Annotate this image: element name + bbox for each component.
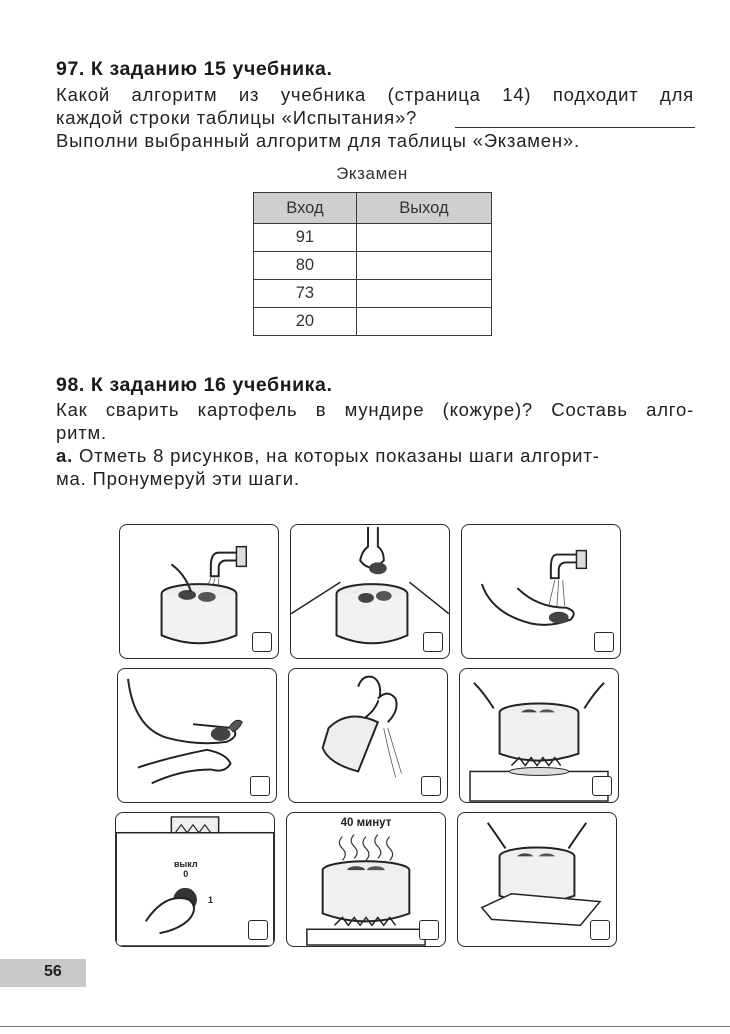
output-cell[interactable] — [356, 224, 491, 252]
task-98-heading: 98. К заданию 16 учебника. — [56, 374, 333, 396]
table-caption: Экзамен — [336, 164, 408, 183]
input-cell: 20 — [254, 308, 357, 336]
table-row — [254, 252, 492, 280]
knob-on-label: 1 — [208, 895, 214, 905]
picture-checkbox[interactable] — [592, 776, 612, 796]
picture-checkbox[interactable] — [252, 632, 272, 652]
subtask-a-label: а. — [56, 445, 74, 466]
page-number: 56 — [44, 963, 62, 980]
picture-potato-into-pot — [290, 524, 450, 659]
task-98-subtask-a-line-2: ма. Пронумеруй эти шаги. — [56, 468, 300, 489]
picture-pour-water-from-pot — [288, 668, 448, 803]
answer-blank-line[interactable] — [455, 127, 695, 128]
task-98-question-line-2: ритм. — [56, 422, 107, 443]
task-97-question-line-2: каждой строки таблицы «Испытания»? — [56, 107, 418, 128]
task-98-subtask-a-line — [56, 445, 694, 467]
column-header-output: Выход — [356, 193, 491, 224]
input-cell: 80 — [254, 252, 357, 280]
input-cell: 73 — [254, 280, 357, 308]
picture-checkbox[interactable] — [248, 920, 268, 940]
picture-remove-pot-from-stove — [457, 812, 617, 947]
table-row — [254, 224, 492, 252]
picture-pot-on-stove — [459, 668, 619, 803]
picture-holding-potato-sprout — [117, 668, 277, 803]
task-97-heading: 97. К заданию 15 учебника. — [56, 58, 333, 80]
output-cell[interactable] — [356, 308, 491, 336]
task-97-instruction: Выполни выбранный алгоритм для таблицы «Экзамен». — [56, 130, 580, 151]
column-header-input: Вход — [254, 193, 357, 224]
picture-turn-off-stove — [115, 812, 275, 947]
table-row — [254, 308, 492, 336]
picture-boil-40-minutes — [286, 812, 446, 947]
exam-table — [253, 192, 492, 336]
output-cell[interactable] — [356, 280, 491, 308]
task-97-question-line-1: Какой алгоритм из учебника (страница 14) подходит для — [56, 84, 694, 105]
picture-checkbox[interactable] — [421, 776, 441, 796]
task-98-question-line-1: Как сварить картофель в мундире (кожуре)? Составь алго- — [56, 399, 694, 420]
boil-time-caption: 40 минут — [340, 817, 392, 829]
output-cell[interactable] — [356, 252, 491, 280]
picture-checkbox[interactable] — [590, 920, 610, 940]
subtask-a-text: Отметь 8 рисунков, на которых показаны шаги алгорит- — [78, 445, 600, 466]
picture-wash-potato-by-hand — [461, 524, 621, 659]
picture-checkbox[interactable] — [419, 920, 439, 940]
picture-checkbox[interactable] — [594, 632, 614, 652]
page-number-box — [0, 959, 86, 987]
picture-checkbox[interactable] — [250, 776, 270, 796]
bottom-rule — [0, 1026, 730, 1027]
picture-wash-potatoes-in-pot — [119, 524, 279, 659]
knob-off-label: выкл 0 — [174, 859, 198, 879]
table-row — [254, 280, 492, 308]
table-header-row — [254, 193, 492, 224]
picture-checkbox[interactable] — [423, 632, 443, 652]
input-cell: 91 — [254, 224, 357, 252]
